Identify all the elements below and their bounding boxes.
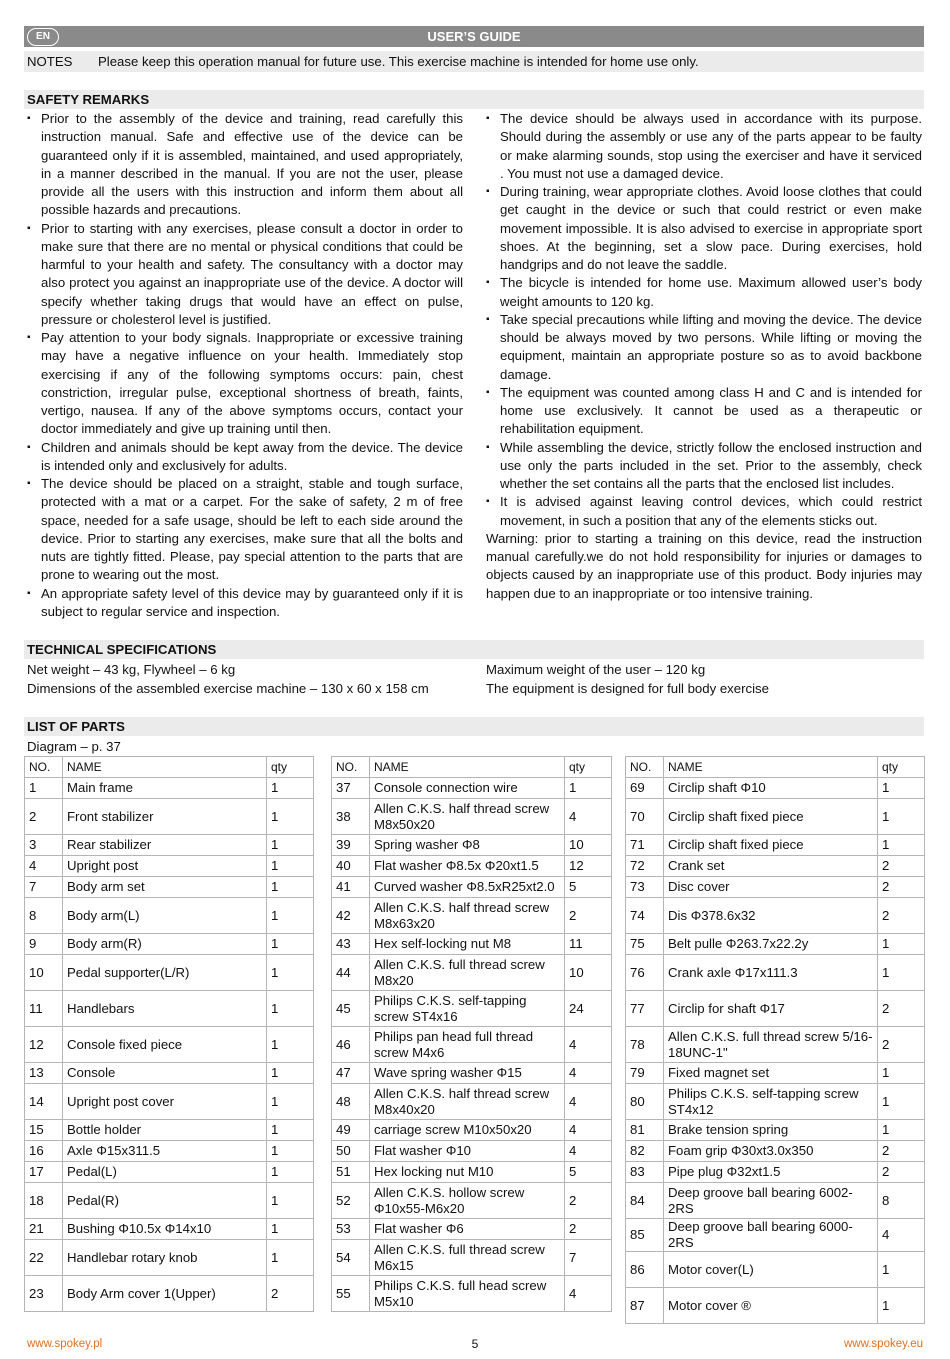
parts-title: LIST OF PARTS bbox=[27, 719, 125, 734]
table-row bbox=[626, 934, 925, 955]
part-qty: 1 bbox=[878, 1288, 925, 1324]
part-name: Upright post bbox=[63, 856, 267, 877]
part-qty: 1 bbox=[565, 778, 612, 799]
part-qty: 1 bbox=[267, 877, 314, 898]
part-qty: 10 bbox=[565, 955, 612, 991]
safety-item: ▪ Children and animals should be kept away from the device. The device is intended only and exclusively for adults. bbox=[27, 439, 463, 476]
table-row bbox=[25, 898, 314, 934]
tech-title: TECHNICAL SPECIFICATIONS bbox=[27, 642, 217, 657]
part-name: Philips C.K.S. full head screw M5x10 bbox=[370, 1276, 565, 1312]
part-number: 81 bbox=[626, 1120, 664, 1141]
part-name: Hex locking nut M10 bbox=[370, 1162, 565, 1183]
part-qty: 1 bbox=[878, 1063, 925, 1084]
part-name: Flat washer Φ8.5x Φ20xt1.5 bbox=[370, 856, 565, 877]
part-qty: 2 bbox=[878, 1141, 925, 1162]
part-number: 39 bbox=[332, 835, 370, 856]
part-number: 54 bbox=[332, 1240, 370, 1276]
part-number: 4 bbox=[25, 856, 63, 877]
part-qty: 1 bbox=[267, 1141, 314, 1162]
part-name: Pipe plug Φ32xt1.5 bbox=[664, 1162, 878, 1183]
footer-link-eu[interactable]: www.spokey.eu bbox=[843, 1338, 923, 1350]
part-name: Body arm(L) bbox=[63, 898, 267, 934]
table-row bbox=[332, 1162, 612, 1183]
part-name: Bottle holder bbox=[63, 1120, 267, 1141]
column-header: qty bbox=[267, 757, 314, 778]
part-name: Deep groove ball bearing 6002-2RS bbox=[664, 1183, 878, 1219]
part-name: Motor cover(L) bbox=[664, 1252, 878, 1288]
table-row bbox=[332, 799, 612, 835]
safety-item: ▪ It is advised against leaving control devices, which could restrict movement, in such a position that any of the elements sticks out. bbox=[486, 493, 922, 530]
part-name: Philips C.K.S. self-tapping screw ST4x12 bbox=[664, 1084, 878, 1120]
table-row bbox=[626, 1288, 925, 1324]
part-name: Circlip shaft Φ10 bbox=[664, 778, 878, 799]
part-name: Dis Φ378.6x32 bbox=[664, 898, 878, 934]
parts-table-1 bbox=[24, 756, 314, 1312]
part-number: 72 bbox=[626, 856, 664, 877]
table-row bbox=[25, 1162, 314, 1183]
spec-max-user-weight: Maximum weight of the user – 120 kg bbox=[486, 662, 706, 677]
table-row bbox=[626, 1252, 925, 1288]
part-number: 8 bbox=[25, 898, 63, 934]
part-name: Pedal(R) bbox=[63, 1183, 267, 1219]
safety-item: ▪ Take special precautions while lifting and moving the device. The device should be always moved by two persons. While lifting or moving the equipment, maintain an appropriate posture so as to avoid backbone damage. bbox=[486, 311, 922, 384]
part-qty: 10 bbox=[565, 835, 612, 856]
part-number: 11 bbox=[25, 991, 63, 1027]
column-header: NAME bbox=[63, 757, 267, 778]
table-row bbox=[332, 1276, 612, 1312]
part-name: Deep groove ball bearing 6000-2RS bbox=[664, 1219, 878, 1252]
part-qty: 1 bbox=[878, 1084, 925, 1120]
part-name: Crank set bbox=[664, 856, 878, 877]
part-number: 52 bbox=[332, 1183, 370, 1219]
part-name: Allen C.K.S. half thread screw M8x50x20 bbox=[370, 799, 565, 835]
part-number: 69 bbox=[626, 778, 664, 799]
part-qty: 5 bbox=[565, 877, 612, 898]
part-number: 82 bbox=[626, 1141, 664, 1162]
safety-warning: Warning: prior to starting a training on this device, read the instruction manual carefully.we do not hold responsibility for injuries or damages to objects caused by an inappropriate use of this product. Body injuries may happen due to an inappropriate or too intensive training. bbox=[486, 530, 922, 601]
parts-table-3 bbox=[625, 756, 925, 1324]
part-qty: 1 bbox=[878, 1120, 925, 1141]
part-number: 37 bbox=[332, 778, 370, 799]
part-name: Crank axle Φ17x111.3 bbox=[664, 955, 878, 991]
part-qty: 1 bbox=[267, 778, 314, 799]
table-row bbox=[332, 1027, 612, 1063]
safety-title-bar bbox=[24, 90, 924, 109]
table-row bbox=[626, 1219, 925, 1252]
table-header-row bbox=[626, 757, 925, 778]
part-name: Body Arm cover 1(Upper) bbox=[63, 1276, 267, 1312]
table-row bbox=[626, 898, 925, 934]
part-name: Curved washer Φ8.5xR25xt2.0 bbox=[370, 877, 565, 898]
safety-left-list bbox=[27, 110, 463, 621]
part-name: Flat washer Φ6 bbox=[370, 1219, 565, 1240]
table-row bbox=[332, 1063, 612, 1084]
table-row bbox=[626, 1084, 925, 1120]
spec-weight: Net weight – 43 kg, Flywheel – 6 kg bbox=[27, 662, 236, 677]
part-name: Hex self-locking nut M8 bbox=[370, 934, 565, 955]
part-name: Pedal supporter(L/R) bbox=[63, 955, 267, 991]
part-qty: 4 bbox=[565, 799, 612, 835]
table-row bbox=[25, 1183, 314, 1219]
table-row bbox=[332, 898, 612, 934]
part-number: 78 bbox=[626, 1027, 664, 1063]
part-number: 70 bbox=[626, 799, 664, 835]
table-row bbox=[25, 1084, 314, 1120]
part-name: Handlebars bbox=[63, 991, 267, 1027]
part-qty: 1 bbox=[267, 1240, 314, 1276]
part-name: Brake tension spring bbox=[664, 1120, 878, 1141]
safety-item: ▪ Prior to the assembly of the device and training, read carefully this instruction manual. Safe and effective use of the device can be guaranteed only if it is assembled, maintained, and used appropriately, in a manner described in the manual. If you are not the user, please provide all the users with this instruction and inform them about all possible hazards and precautions. bbox=[27, 110, 463, 220]
table-row bbox=[626, 991, 925, 1027]
part-qty: 1 bbox=[267, 1063, 314, 1084]
table-row bbox=[25, 1219, 314, 1240]
part-qty: 24 bbox=[565, 991, 612, 1027]
part-number: 51 bbox=[332, 1162, 370, 1183]
part-name: Wave spring washer Φ15 bbox=[370, 1063, 565, 1084]
safety-item: ▪ Pay attention to your body signals. Inappropriate or excessive training may have a negative influence on your health. Immediately stop exercising if any of the following symptoms occurs: pain, chest constriction, irregular pulse, exceptional shortness of breath, faints, vertigo, nausea. If any of the above symptoms occurs, contact your doctor immediately and give up training until then. bbox=[27, 329, 463, 439]
part-number: 71 bbox=[626, 835, 664, 856]
part-number: 50 bbox=[332, 1141, 370, 1162]
part-number: 86 bbox=[626, 1252, 664, 1288]
part-name: Circlip shaft fixed piece bbox=[664, 799, 878, 835]
part-qty: 1 bbox=[267, 1120, 314, 1141]
parts-title-bar bbox=[24, 717, 924, 736]
table-row bbox=[626, 877, 925, 898]
part-number: 77 bbox=[626, 991, 664, 1027]
part-name: Console bbox=[63, 1063, 267, 1084]
table-row bbox=[25, 934, 314, 955]
part-name: Foam grip Φ30xt3.0x350 bbox=[664, 1141, 878, 1162]
part-number: 46 bbox=[332, 1027, 370, 1063]
safety-right-column bbox=[486, 110, 922, 603]
table-row bbox=[626, 1183, 925, 1219]
part-qty: 1 bbox=[267, 835, 314, 856]
table-row bbox=[626, 778, 925, 799]
table-row bbox=[332, 955, 612, 991]
part-number: 40 bbox=[332, 856, 370, 877]
part-qty: 1 bbox=[267, 856, 314, 877]
part-number: 42 bbox=[332, 898, 370, 934]
part-qty: 4 bbox=[565, 1276, 612, 1312]
table-row bbox=[25, 1240, 314, 1276]
part-name: Bushing Φ10.5x Φ14x10 bbox=[63, 1219, 267, 1240]
notes-label: NOTES bbox=[27, 54, 73, 69]
part-number: 83 bbox=[626, 1162, 664, 1183]
part-name: Fixed magnet set bbox=[664, 1063, 878, 1084]
table-row bbox=[25, 877, 314, 898]
part-number: 12 bbox=[25, 1027, 63, 1063]
part-number: 22 bbox=[25, 1240, 63, 1276]
part-name: Flat washer Φ10 bbox=[370, 1141, 565, 1162]
safety-item: ▪ The device should be placed on a straight, stable and tough surface, protected with a mat or a carpet. For the sake of safety, 2 m of free space, needed for a safe usage, should be left to each side around the device. Prior to starting any exercises, make sure that all the bolts and nuts are tightly fitted. Please, pay special attention to the parts that are prone to wearing out the most. bbox=[27, 475, 463, 585]
part-name: Axle Φ15x311.5 bbox=[63, 1141, 267, 1162]
part-number: 1 bbox=[25, 778, 63, 799]
part-qty: 4 bbox=[565, 1120, 612, 1141]
part-number: 84 bbox=[626, 1183, 664, 1219]
table-header-row bbox=[332, 757, 612, 778]
part-qty: 1 bbox=[878, 1252, 925, 1288]
table-row bbox=[25, 856, 314, 877]
part-name: Rear stabilizer bbox=[63, 835, 267, 856]
part-qty: 1 bbox=[267, 1027, 314, 1063]
part-qty: 2 bbox=[565, 1183, 612, 1219]
table-row bbox=[332, 991, 612, 1027]
part-qty: 2 bbox=[878, 991, 925, 1027]
table-row bbox=[626, 856, 925, 877]
part-number: 21 bbox=[25, 1219, 63, 1240]
part-qty: 1 bbox=[878, 799, 925, 835]
table-row bbox=[332, 1120, 612, 1141]
part-qty: 2 bbox=[565, 898, 612, 934]
part-number: 18 bbox=[25, 1183, 63, 1219]
part-qty: 1 bbox=[267, 1162, 314, 1183]
safety-title: SAFETY REMARKS bbox=[27, 92, 150, 107]
part-number: 16 bbox=[25, 1141, 63, 1162]
part-number: 73 bbox=[626, 877, 664, 898]
part-qty: 2 bbox=[878, 898, 925, 934]
part-number: 79 bbox=[626, 1063, 664, 1084]
part-number: 53 bbox=[332, 1219, 370, 1240]
part-number: 47 bbox=[332, 1063, 370, 1084]
part-number: 45 bbox=[332, 991, 370, 1027]
part-number: 2 bbox=[25, 799, 63, 835]
part-name: Allen C.K.S. half thread screw M8x63x20 bbox=[370, 898, 565, 934]
footer-link-pl[interactable]: www.spokey.pl bbox=[27, 1338, 103, 1350]
part-name: Disc cover bbox=[664, 877, 878, 898]
part-name: Circlip for shaft Φ17 bbox=[664, 991, 878, 1027]
part-number: 9 bbox=[25, 934, 63, 955]
part-number: 15 bbox=[25, 1120, 63, 1141]
safety-item: ▪ During training, wear appropriate clothes. Avoid loose clothes that could get caught in the device or such that could restrict or even make movement impossible. It is also advised to exercise in appropriate sport shoes. At the beginning, set a slow pace. During exercises, hold handgrips and do not leave the saddle. bbox=[486, 183, 922, 274]
table-row bbox=[25, 835, 314, 856]
column-header: NO. bbox=[332, 757, 370, 778]
table-row bbox=[25, 1063, 314, 1084]
column-header: qty bbox=[565, 757, 612, 778]
part-qty: 1 bbox=[267, 799, 314, 835]
table-row bbox=[25, 1141, 314, 1162]
part-qty: 1 bbox=[267, 934, 314, 955]
part-number: 13 bbox=[25, 1063, 63, 1084]
part-name: Allen C.K.S. hollow screw Φ10x55-M6x20 bbox=[370, 1183, 565, 1219]
part-qty: 2 bbox=[878, 1162, 925, 1183]
table-row bbox=[626, 1063, 925, 1084]
part-qty: 12 bbox=[565, 856, 612, 877]
part-name: Spring washer Φ8 bbox=[370, 835, 565, 856]
table-row bbox=[25, 799, 314, 835]
part-qty: 1 bbox=[267, 955, 314, 991]
part-number: 85 bbox=[626, 1219, 664, 1252]
table-row bbox=[626, 835, 925, 856]
part-qty: 5 bbox=[565, 1162, 612, 1183]
safety-right-list bbox=[486, 110, 922, 530]
part-number: 10 bbox=[25, 955, 63, 991]
part-name: Circlip shaft fixed piece bbox=[664, 835, 878, 856]
part-number: 7 bbox=[25, 877, 63, 898]
part-name: Philips pan head full thread screw M4x6 bbox=[370, 1027, 565, 1063]
safety-item: ▪ While assembling the device, strictly follow the enclosed instruction and use only the parts included in the set. Prior to the assembly, check whether the set contains all the parts that the enclosed list includes. bbox=[486, 439, 922, 494]
part-name: Allen C.K.S. full thread screw 5/16-18UNC-1" bbox=[664, 1027, 878, 1063]
part-qty: 4 bbox=[565, 1027, 612, 1063]
part-name: Pedal(L) bbox=[63, 1162, 267, 1183]
part-name: Body arm(R) bbox=[63, 934, 267, 955]
table-row bbox=[626, 1120, 925, 1141]
part-number: 44 bbox=[332, 955, 370, 991]
part-number: 38 bbox=[332, 799, 370, 835]
safety-item: ▪ The bicycle is intended for home use. Maximum allowed user’s body weight amounts to 120 kg. bbox=[486, 274, 922, 311]
part-qty: 1 bbox=[267, 991, 314, 1027]
column-header: qty bbox=[878, 757, 925, 778]
table-row bbox=[332, 856, 612, 877]
table-row bbox=[332, 934, 612, 955]
table-row bbox=[25, 1276, 314, 1312]
part-number: 80 bbox=[626, 1084, 664, 1120]
notes-text: Please keep this operation manual for future use. This exercise machine is intended for home use only. bbox=[98, 54, 699, 69]
part-number: 87 bbox=[626, 1288, 664, 1324]
table-row bbox=[332, 778, 612, 799]
column-header: NAME bbox=[370, 757, 565, 778]
part-qty: 2 bbox=[878, 856, 925, 877]
safety-item: ▪ Prior to starting with any exercises, please consult a doctor in order to make sure that there are no mental or physical conditions that could be harmful to your health and safety. The consultancy with a doctor may also protect you against an inappropriate use of the device. A doctor will specify whether taking drugs that would have an effect on pulse, pressure or cholesterol level is justified. bbox=[27, 220, 463, 330]
part-number: 3 bbox=[25, 835, 63, 856]
parts-table-2 bbox=[331, 756, 612, 1312]
table-row bbox=[626, 799, 925, 835]
part-qty: 11 bbox=[565, 934, 612, 955]
table-row bbox=[25, 955, 314, 991]
page-title: USER’S GUIDE bbox=[427, 29, 521, 44]
table-row bbox=[332, 1183, 612, 1219]
part-qty: 1 bbox=[267, 1219, 314, 1240]
part-name: Allen C.K.S. full thread screw M8x20 bbox=[370, 955, 565, 991]
diagram-reference: Diagram – p. 37 bbox=[27, 739, 121, 754]
table-row bbox=[332, 835, 612, 856]
part-name: Upright post cover bbox=[63, 1084, 267, 1120]
part-qty: 2 bbox=[878, 877, 925, 898]
table-row bbox=[626, 1141, 925, 1162]
part-qty: 4 bbox=[565, 1141, 612, 1162]
part-qty: 2 bbox=[878, 1027, 925, 1063]
part-qty: 1 bbox=[878, 778, 925, 799]
part-qty: 2 bbox=[267, 1276, 314, 1312]
part-name: Belt pulle Φ263.7x22.2y bbox=[664, 934, 878, 955]
safety-item: ▪ An appropriate safety level of this device may by guaranteed only if it is subject to regular service and inspection. bbox=[27, 585, 463, 622]
table-header-row bbox=[25, 757, 314, 778]
part-qty: 1 bbox=[878, 934, 925, 955]
part-name: carriage screw M10x50x20 bbox=[370, 1120, 565, 1141]
spec-dimensions: Dimensions of the assembled exercise machine – 130 x 60 x 158 cm bbox=[27, 681, 429, 696]
part-name: Philips C.K.S. self-tapping screw ST4x16 bbox=[370, 991, 565, 1027]
table-row bbox=[332, 877, 612, 898]
part-number: 74 bbox=[626, 898, 664, 934]
part-qty: 1 bbox=[267, 898, 314, 934]
part-name: Console fixed piece bbox=[63, 1027, 267, 1063]
part-name: Body arm set bbox=[63, 877, 267, 898]
table-row bbox=[626, 1027, 925, 1063]
page-number: 5 bbox=[471, 1337, 479, 1351]
column-header: NO. bbox=[626, 757, 664, 778]
part-number: 14 bbox=[25, 1084, 63, 1120]
table-row bbox=[332, 1219, 612, 1240]
part-qty: 1 bbox=[878, 835, 925, 856]
part-qty: 1 bbox=[267, 1183, 314, 1219]
safety-item: ▪ The equipment was counted among class H and C and is intended for home use exclusively. It cannot be used as a therapeutic or rehabilitation equipment. bbox=[486, 384, 922, 439]
table-row bbox=[626, 955, 925, 991]
column-header: NO. bbox=[25, 757, 63, 778]
part-name: Motor cover ® bbox=[664, 1288, 878, 1324]
table-row bbox=[332, 1240, 612, 1276]
part-qty: 1 bbox=[878, 955, 925, 991]
part-number: 48 bbox=[332, 1084, 370, 1120]
safety-left-column bbox=[27, 110, 463, 621]
part-name: Console connection wire bbox=[370, 778, 565, 799]
table-row bbox=[626, 1162, 925, 1183]
spec-full-body: The equipment is designed for full body exercise bbox=[486, 681, 769, 696]
part-qty: 4 bbox=[565, 1084, 612, 1120]
table-row bbox=[25, 1027, 314, 1063]
language-badge: EN bbox=[27, 28, 59, 46]
part-name: Main frame bbox=[63, 778, 267, 799]
table-row bbox=[25, 991, 314, 1027]
part-qty: 4 bbox=[565, 1063, 612, 1084]
part-number: 17 bbox=[25, 1162, 63, 1183]
part-number: 76 bbox=[626, 955, 664, 991]
part-number: 23 bbox=[25, 1276, 63, 1312]
part-name: Front stabilizer bbox=[63, 799, 267, 835]
column-header: NAME bbox=[664, 757, 878, 778]
part-number: 75 bbox=[626, 934, 664, 955]
table-row bbox=[25, 1120, 314, 1141]
table-row bbox=[332, 1141, 612, 1162]
safety-item: ▪ The device should be always used in accordance with its purpose. Should during the assembly or use any of the parts appear to be faulty or make alarming sounds, stop using the exerciser and have it serviced . You must not use a damaged device. bbox=[486, 110, 922, 183]
part-name: Allen C.K.S. half thread screw M8x40x20 bbox=[370, 1084, 565, 1120]
part-number: 55 bbox=[332, 1276, 370, 1312]
part-qty: 1 bbox=[267, 1084, 314, 1120]
part-number: 41 bbox=[332, 877, 370, 898]
part-qty: 4 bbox=[878, 1219, 925, 1252]
part-qty: 7 bbox=[565, 1240, 612, 1276]
table-row bbox=[25, 778, 314, 799]
part-name: Handlebar rotary knob bbox=[63, 1240, 267, 1276]
table-row bbox=[332, 1084, 612, 1120]
part-number: 43 bbox=[332, 934, 370, 955]
part-name: Allen C.K.S. full thread screw M6x15 bbox=[370, 1240, 565, 1276]
part-qty: 8 bbox=[878, 1183, 925, 1219]
part-qty: 2 bbox=[565, 1219, 612, 1240]
part-number: 49 bbox=[332, 1120, 370, 1141]
